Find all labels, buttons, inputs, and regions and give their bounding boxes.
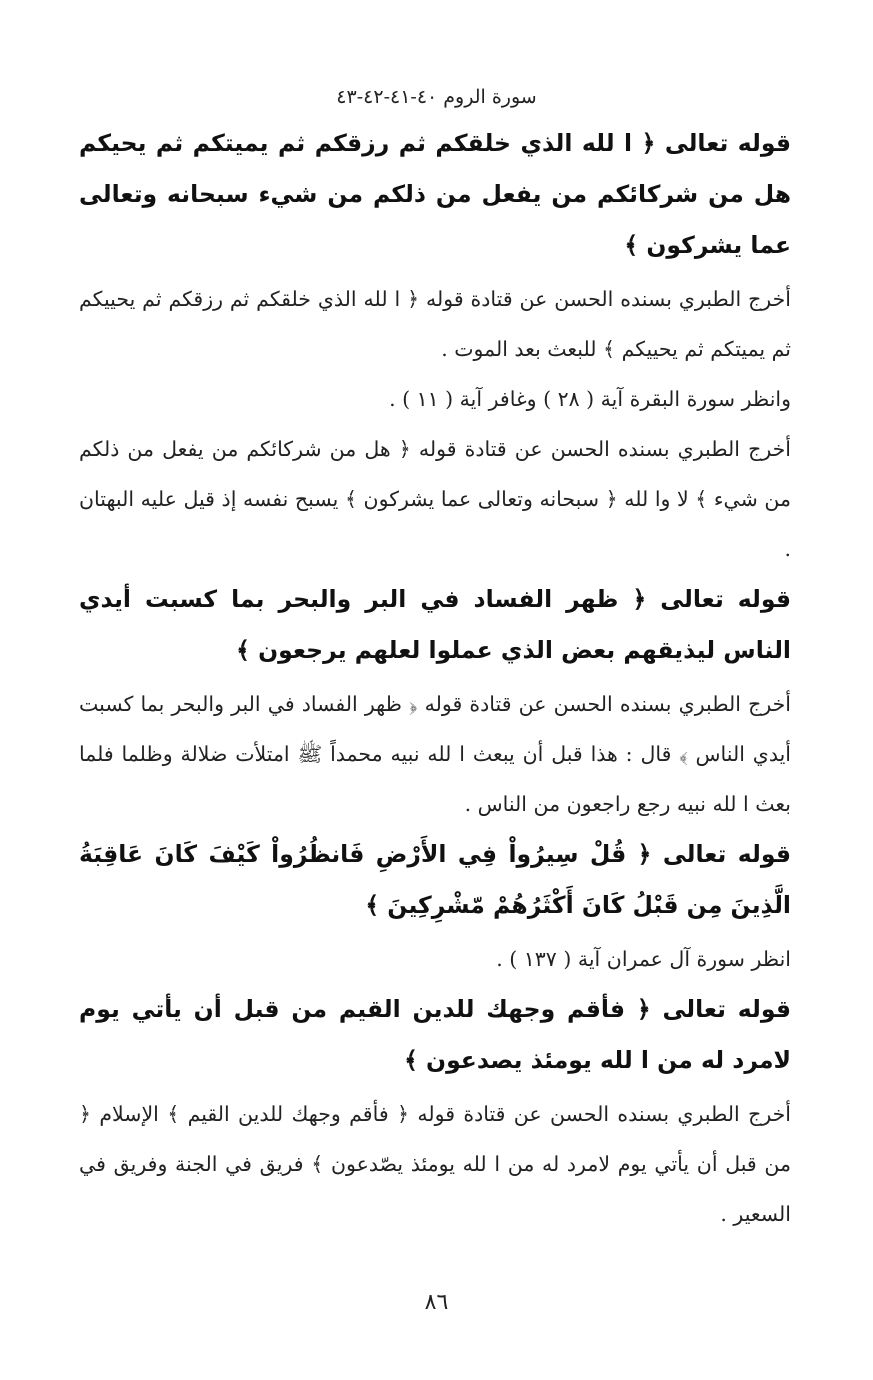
commentary-paragraph: أخرج الطبري بسنده الحسن عن قتادة قوله ﴿ هل من شركائكم من يفعل من ذلكم من شيء ﴾ لا وا لله ﴿ سبحانه وتعالى عما يشركون ﴾ يسبح نفسه إذ قيل عليه البهتان . xyxy=(79,437,791,561)
verse-heading: قوله تعالى ﴿ ا لله الذي خلقكم ثم رزقكم ثم يميتكم ثم يحيكم هل من شركائكم من يفعل من ذلكم من شيء سبحانه وتعالى عما يشركون ﴾ xyxy=(79,129,791,259)
cross-reference: وانظر سورة البقرة آية ( ٢٨ ) وغافر آية ( ١١ ) . xyxy=(389,387,791,411)
running-header: سورة الروم ٤٠-٤١-٤٢-٤٣ xyxy=(336,86,537,108)
verse-heading: قوله تعالى ﴿ فأقم وجهك للدين القيم من قبل أن يأتي يوم لامرد له من ا لله يومئذ يصدعون ﴾ xyxy=(79,995,791,1074)
verse-section xyxy=(79,829,791,984)
page-body xyxy=(79,118,791,1239)
verse-section xyxy=(79,574,791,829)
verse-heading: قوله تعالى ﴿ قُلْ سِيرُواْ فِي الأَرْضِ فَانظُرُواْ كَيْفَ كَانَ عَاقِبَةُ الَّذِينَ مِن قَبْلُ كَانَ أَكْثَرُهُمْ مّشْرِكِينَ ﴾ xyxy=(79,840,791,919)
commentary-paragraph: أخرج الطبري بسنده الحسن عن قتادة قوله ﴿ فأقم وجهك للدين القيم ﴾ الإسلام ﴿ من قبل أن يأتي يوم لامرد له من ا لله يومئذ يصّدعون ﴾ فريق في الجنة وفريق في السعير . xyxy=(79,1102,791,1226)
verse-section xyxy=(79,984,791,1239)
verse-section xyxy=(79,118,791,574)
commentary-paragraph: أخرج الطبري بسنده الحسن عن قتادة قوله ﴿ ا لله الذي خلقكم ثم رزقكم ثم يحييكم ثم يميتكم ثم يحييكم ﴾ للبعث بعد الموت . xyxy=(79,287,791,361)
cross-reference: انظر سورة آل عمران آية ( ١٣٧ ) . xyxy=(496,947,791,971)
commentary-paragraph: أخرج الطبري بسنده الحسن عن قتادة قوله ﴿ ظهر الفساد في البر والبحر بما كسبت أيدي الناس ﴾ قال : هذا قبل أن يبعث ا لله نبيه محمداً ﷺ امتلأت ضلالة وظلما فلما بعث ا لله نبيه رجع راجعون من الناس . xyxy=(79,692,791,816)
verse-heading: قوله تعالى ﴿ ظهر الفساد في البر والبحر بما كسبت أيدي الناس ليذيقهم بعض الذي عملوا لعلهم يرجعون ﴾ xyxy=(79,585,791,664)
page-number: ٨٦ xyxy=(424,1290,449,1315)
